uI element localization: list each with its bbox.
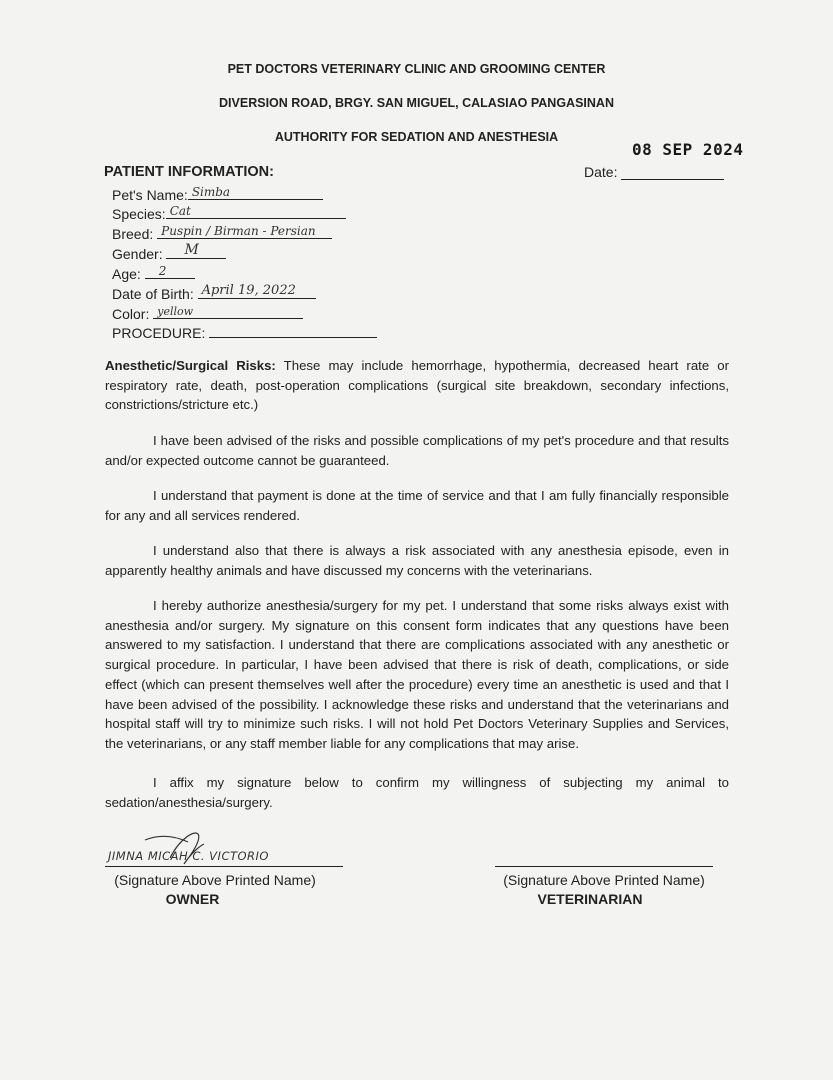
- date-stamp: 08 SEP 2024: [632, 140, 744, 159]
- owner-printed-name: JIMNA MICAH C. VICTORIO: [108, 849, 269, 863]
- vet-role-label: VETERINARIAN: [537, 891, 643, 907]
- field-line: [153, 304, 303, 319]
- field-pet-name: [112, 185, 323, 203]
- field-label: Color:: [112, 306, 150, 322]
- consent-paragraph-5: I affix my signature below to confirm my willingness of subjecting my animal to sedation/anesthesia/surgery.: [105, 775, 729, 810]
- handwritten-value: 2: [158, 264, 167, 278]
- field-breed: [112, 224, 332, 242]
- risks-label: Anesthetic/Surgical Risks:: [105, 358, 276, 373]
- handwritten-value: yellow: [157, 305, 194, 318]
- patient-info-title: PATIENT INFORMATION:: [104, 164, 274, 180]
- date-field-line: [621, 179, 724, 180]
- consent-paragraph-1: I have been advised of the risks and possible complications of my pet's procedure and that results and/or expected outcome cannot be guaranteed.: [105, 433, 729, 468]
- handwritten-value: Cat: [169, 204, 191, 218]
- field-line: [166, 204, 346, 219]
- owner-signature-caption: (Signature Above Printed Name): [114, 872, 316, 888]
- clinic-name: PET DOCTORS VETERINARY CLINIC AND GROOMING CENTER: [227, 62, 606, 76]
- field-label: Breed:: [112, 226, 154, 242]
- clinic-address: DIVERSION ROAD, BRGY. SAN MIGUEL, CALASIAO PANGASINAN: [219, 96, 614, 110]
- field-label: Age:: [112, 266, 141, 282]
- risks-text: These may include hemorrhage, hypothermia, decreased heart rate or respiratory rate, death, post-operation complications (surgical site breakdown, secondary infections, constrictions/stricture etc.): [105, 358, 729, 413]
- consent-paragraph-3: I understand also that there is always a risk associated with any anesthesia episode, even in apparently healthy animals and have discussed my concerns with the veterinarians.: [105, 543, 729, 578]
- handwritten-value: Puspin / Birman - Persian: [161, 224, 316, 238]
- risks-paragraph: [105, 356, 729, 415]
- field-species: [112, 204, 346, 222]
- vet-signature-caption: (Signature Above Printed Name): [503, 872, 705, 888]
- field-line: [157, 224, 332, 239]
- owner-signature-line: [105, 866, 343, 867]
- field-date-of-birth: [112, 284, 316, 302]
- consent-paragraph-4: I hereby authorize anesthesia/surgery for my pet. I understand that some risks always exist with anesthesia and/or surgery. My signature on this consent form indicates that any questions have been answered to my satisfaction. I understand that there are complications associated with any anesthetic or surgical procedure. In particular, I have been advised that there is risk of death, complications, or side effect (which can present themselves well after the procedure) every time an anesthetic is used and that I have been advised of the possibility. I acknowledge these risks and understand that the veterinarians and hospital staff will try to minimize such risks. I will not hold Pet Doctors Veterinary Supplies and Services, the veterinarians, or any staff member liable for any complications that may arise.: [105, 598, 729, 751]
- field-label: Gender:: [112, 246, 163, 262]
- field-line: [166, 244, 226, 259]
- field-line: [198, 284, 316, 299]
- field-procedure: [112, 323, 377, 341]
- field-label: Pet's Name:: [112, 187, 188, 203]
- field-gender: [112, 244, 226, 262]
- owner-role-label: OWNER: [165, 891, 220, 907]
- handwritten-value: April 19, 2022: [201, 283, 296, 298]
- field-line: [145, 264, 195, 279]
- handwritten-value: Simba: [191, 185, 231, 199]
- field-line: [209, 323, 377, 338]
- field-label: Date of Birth:: [112, 286, 194, 302]
- vet-signature-line: [495, 866, 713, 867]
- field-line: [188, 185, 323, 200]
- form-title: AUTHORITY FOR SEDATION AND ANESTHESIA: [274, 130, 559, 144]
- date-label: Date:: [584, 164, 618, 180]
- handwritten-value: M: [184, 242, 199, 258]
- field-age: [112, 264, 195, 282]
- consent-paragraph-2: I understand that payment is done at the time of service and that I am fully financially responsible for any and all services rendered.: [105, 488, 729, 523]
- field-label: Species:: [112, 206, 166, 222]
- field-color: [112, 304, 303, 322]
- field-label: PROCEDURE:: [112, 325, 206, 341]
